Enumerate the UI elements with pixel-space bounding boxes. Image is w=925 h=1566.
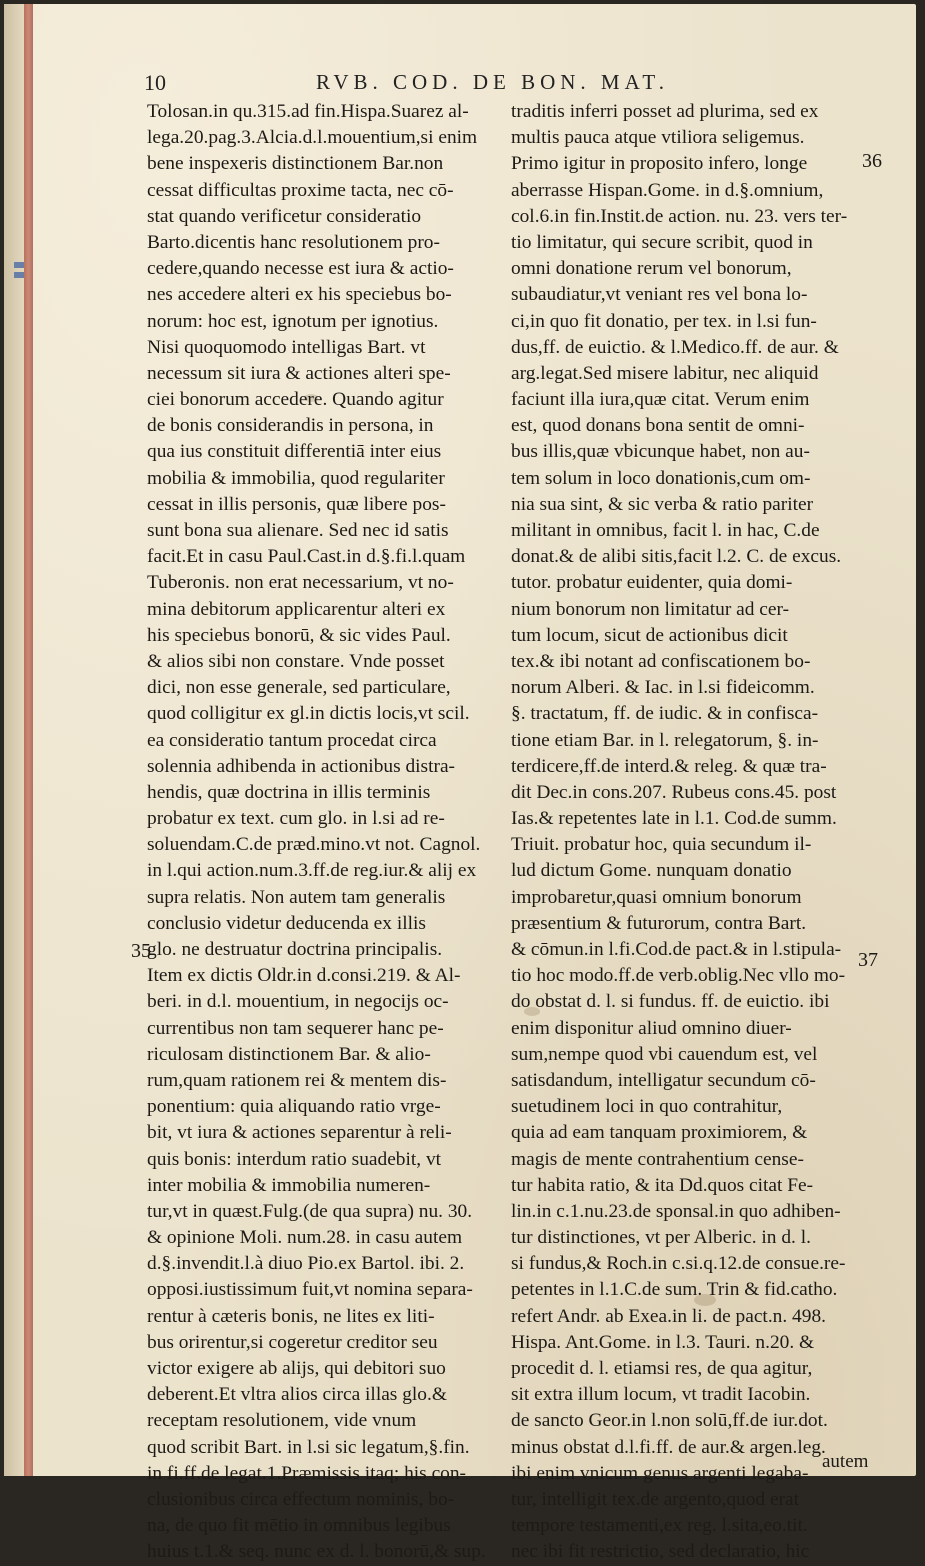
text-line: dus,ff. de euictio. & l.Medico.ff. de aur. & [511,336,839,358]
text-line: si fundus,& Roch.in c.si.q.12.de consue.re- [511,1253,846,1275]
text-line: mobilia & immobilia, quod regulariter [147,467,445,489]
text-line: Triuit. probatur hoc, quia secundum il- [511,834,812,856]
text-line: ciei bonorum accedere. Quando agitur [147,389,444,411]
blue-tab-mark [14,262,24,268]
text-line: quia ad eam tanquam proximiorem, & [511,1122,808,1144]
text-line: nec ibi fit restrictio, sed declaratio, hic [511,1541,810,1563]
text-line: ibi enim vnicum genus argenti legaba- [511,1462,809,1484]
text-line: nium bonorum non limitatur ad cer- [511,598,790,620]
text-line: tio limitatur, qui secure scribit, quod in [511,231,813,253]
text-line: supra relatis. Non autem tam generalis [147,886,446,908]
text-line: quis bonis: interdum ratio suadebit, vt [147,1148,442,1170]
text-line: in l.qui action.num.3.ff.de reg.iur.& alij ex [147,860,477,882]
text-line: col.6.in fin.Instit.de action. nu. 23. vers ter- [511,205,848,227]
text-line: conclusio videtur deducenda ex illis [147,912,426,934]
marginal-number-35: 35 [131,940,151,962]
text-line: multis pauca atque vtiliora seligemus. [511,127,805,149]
text-line: ea consideratio tantum procedat circa [147,729,437,751]
text-line: rentur à cæteris bonis, ne lites ex liti- [147,1305,435,1327]
text-line: clusionibus circa effectum nominis, bo- [147,1488,455,1510]
text-line: nia sua sint, & sic verba & ratio pariter [511,493,814,515]
text-line: probatur ex text. cum glo. in l.si ad re- [147,808,445,830]
text-line: receptam resolutionem, vide vnum [147,1410,417,1432]
catchword: autem [822,1451,869,1472]
text-line: cedere,quando necesse est iura & actio- [147,258,454,280]
text-line: bus orirentur,si cogeretur creditor seu [147,1331,438,1353]
text-line: tione etiam Bar. in l. relegatorum, §. in- [511,729,819,751]
text-line: faciunt illa iura,quæ citat. Verum enim [511,389,810,411]
text-line: lin.in c.1.nu.23.de sponsal.in quo adhiben- [511,1200,841,1222]
text-line: cessat difficultas proxime tacta, nec cō- [147,179,454,201]
text-line: quod colligitur ex gl.in dictis locis,vt scil. [147,703,470,725]
text-line: bus illis,quæ vbicunque habet, non au- [511,441,810,463]
marginal-number-37: 37 [858,949,878,971]
text-line: Nisi quoquomodo intelligas Bart. vt [147,336,426,358]
text-line: inter mobilia & immobilia numeren- [147,1174,431,1196]
text-line: est, quod donans bona sentit de omni- [511,415,805,437]
text-line: dit Dec.in cons.207. Rubeus cons.45. post [511,781,837,803]
text-line: qua ius constituit differentiā inter eius [147,441,442,463]
text-line: Tolosan.in qu.315.ad fin.Hispa.Suarez al- [147,101,469,122]
text-line: beri. in d.l. mouentium, in negocijs oc- [147,991,449,1013]
text-line: lega.20.pag.3.Alcia.d.l.mouentium,si enim [147,127,478,149]
text-line: d.§.invendit.l.à diuo Pio.ex Bartol. ibi. 2. [147,1253,465,1275]
text-line: ponentium: quia aliquando ratio vrge- [147,1096,441,1118]
text-line: rum,quam rationem rei & mentem dis- [147,1069,447,1091]
text-line: Hispa. Ant.Gome. in l.3. Tauri. n.20. & [511,1331,815,1353]
left-text-column [147,99,513,1566]
text-line: bit, vt iura & actiones separentur à reli- [147,1122,452,1144]
text-line: soluendam.C.de præd.mino.vt not. Cagnol. [147,834,481,856]
text-line: militant in omnibus, facit l. in hac, C.de [511,520,820,541]
text-line: bene inspexeris distinctionem Bar.non [147,153,444,175]
text-line: norum Alberi. & Iac. in l.si fideicomm. [511,677,815,699]
text-line: lud dictum Gome. nunquam donatio [511,860,792,882]
text-line: Ias.& repetentes late in l.1. Cod.de summ. [511,808,837,830]
blue-tab-mark [14,272,24,278]
text-line: riculosam distinctionem Bar. & alio- [147,1043,431,1065]
text-line: quod scribit Bart. in l.si sic legatum,§.fin. [147,1436,470,1458]
text-line: nes accedere alteri ex his speciebus bo- [147,284,452,306]
text-line: improbaretur,quasi omnium bonorum [511,886,802,908]
text-line: & cōmun.in l.fi.Cod.de pact.& in l.stipula- [511,939,842,960]
text-line: Tuberonis. non erat necessarium, vt no- [147,572,454,594]
text-line: arg.legat.Sed misere labitur, nec aliquid [511,362,819,384]
text-line: minus obstat d.l.fi.ff. de aur.& argen.leg. [511,1436,826,1458]
text-line: huius t.1.& seq. nunc ex d. l. bonorū,& sup. [147,1541,486,1563]
text-line: norum: hoc est, ignotum per ignotius. [147,310,439,332]
text-line: subaudiatur,vt veniant res vel bona lo- [511,284,808,306]
text-line: tempore testamenti,ex reg. l.sita,eo.tit. [511,1515,808,1537]
text-line: na, de quo fit mētio in omnibus legibus [147,1515,451,1537]
text-line: facit.Et in casu Paul.Cast.in d.§.fi.l.quam [147,546,466,568]
text-line: in fi.ff.de legat.1.Præmissis itaq; his con- [147,1462,467,1484]
text-line: sum,nempe quod vbi cauendum est, vel [511,1043,818,1065]
text-line: Item ex dictis Oldr.in d.consi.219. & Al- [147,965,461,987]
text-line: magis de mente contrahentium cense- [511,1148,804,1170]
text-line: tur habita ratio, & ita Dd.quos citat Fe- [511,1174,814,1196]
text-line: necessum sit iura & actiones alteri spe- [147,362,451,384]
marginal-number-36: 36 [862,150,882,172]
text-line: glo. ne destruatur doctrina principalis. [147,939,443,960]
text-line: hendis, quæ doctrina in illis terminis [147,781,431,803]
folio-number: 10 [144,70,166,95]
text-line: §. tractatum, ff. de iudic. & in confisca- [511,703,819,725]
text-line: tur,vt in quæst.Fulg.(de qua supra) nu. 30. [147,1200,473,1222]
text-line: tur, intelligit tex.de argento,quod erat [511,1488,800,1510]
text-line: opposi.iustissimum fuit,vt nomina separa- [147,1279,473,1301]
text-line: victor exigere ab alijs, qui debitori suo [147,1358,446,1379]
text-line: tur distinctiones, vt per Alberic. in d. l. [511,1227,811,1249]
text-line: stat quando verificetur consideratio [147,205,422,227]
text-line: satisdandum, intelligatur secundum cō- [511,1069,816,1091]
text-line: donat.& de alibi sitis,facit l.2. C. de excus. [511,546,842,568]
text-line: aberrasse Hispan.Gome. in d.§.omnium, [511,179,824,201]
gutter-shadow [4,4,24,1476]
text-line: tum locum, sicut de actionibus dicit [511,624,788,646]
text-line: terdicere,ff.de interd.& releg. & quæ tra- [511,755,827,777]
text-line: omni donatione rerum vel bonorum, [511,258,792,280]
book-page [4,4,916,1563]
text-line: Barto.dicentis hanc resolutionem pro- [147,231,440,253]
text-line: procedit d. l. etiamsi res, de qua agitur, [511,1358,813,1379]
text-line: tio hoc modo.ff.de verb.oblig.Nec vllo mo- [511,965,846,987]
text-line: de sancto Geor.in l.non solū,ff.de iur.dot. [511,1410,828,1432]
text-line: mina debitorum applicarentur alteri ex [147,598,446,620]
text-line: refert Andr. ab Exea.in li. de pact.n. 498. [511,1305,826,1327]
text-line: præsentium & futurorum, contra Bart. [511,912,807,934]
red-edge-rule [24,4,33,1476]
text-line: solennia adhibenda in actionibus distra- [147,755,456,777]
running-title: RVB. COD. DE BON. MAT. [316,70,669,94]
text-line: & alios sibi non constare. Vnde posset [147,650,445,672]
text-line: suetudinem loci in quo contrahitur, [511,1096,783,1118]
text-line: do obstat d. l. si fundus. ff. de euictio. ibi [511,991,830,1013]
text-line: tutor. probatur euidenter, quia domi- [511,572,793,594]
text-line: traditis inferri posset ad plurima, sed ex [511,101,819,122]
text-line: petentes in l.1.C.de sum. Trin & fid.catho. [511,1279,838,1301]
text-line: cessat in illis personis, quæ libere pos- [147,493,446,515]
text-line: currentibus non tam sequerer hanc pe- [147,1017,444,1039]
text-line: his speciebus bonorū, & sic vides Paul. [147,624,451,646]
text-line: ci,in quo fit donatio, per tex. in l.si fun- [511,310,817,332]
text-line: sit extra illum locum, vt tradit Iacobin. [511,1384,811,1406]
text-line: tem solum in loco donationis,cum om- [511,467,811,489]
text-line: enim disponitur aliud omnino diuer- [511,1017,792,1039]
text-line: dici, non esse generale, sed particulare, [147,677,451,699]
text-line: & opinione Moli. num.28. in casu autem [147,1227,463,1249]
right-text-column [511,99,851,1566]
text-line: de bonis considerandis in persona, in [147,415,434,437]
text-line: sunt bona sua alienare. Sed nec id satis [147,520,449,541]
text-line: Primo igitur in proposito infero, longe [511,153,808,175]
text-line: deberent.Et vltra alios circa illas glo.& [147,1384,447,1406]
text-line: tex.& ibi notant ad confiscationem bo- [511,650,811,672]
